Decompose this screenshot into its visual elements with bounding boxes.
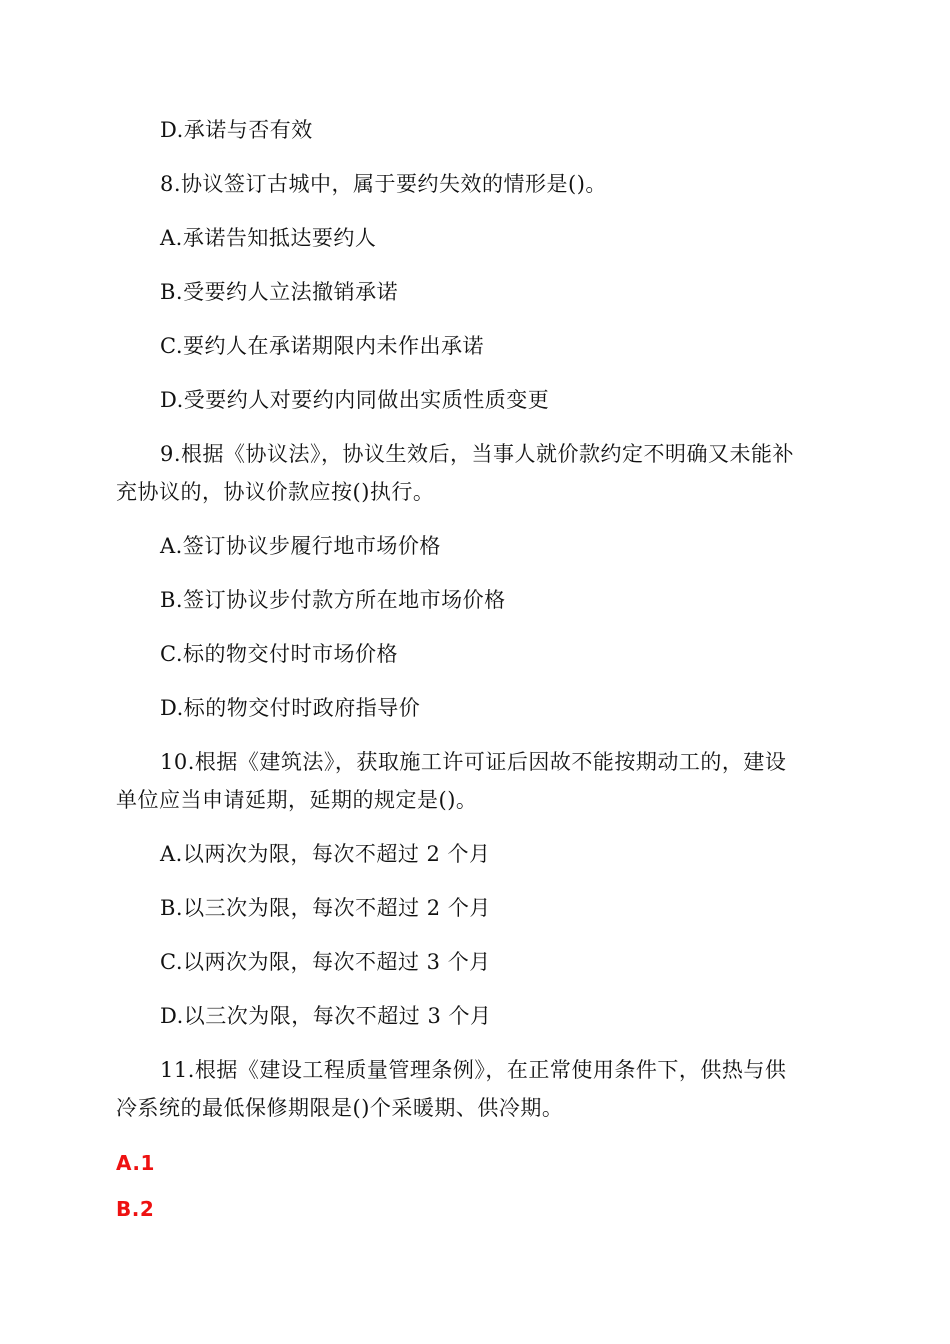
q8-option-c: C.要约人在承诺期限内未作出承诺: [160, 334, 484, 358]
q10-stem-line2: 单位应当申请延期，延期的规定是()。: [116, 788, 478, 812]
q10-option-b: B.以三次为限，每次不超过 2 个月: [160, 896, 491, 920]
q8-stem: 8.协议签订古城中，属于要约失效的情形是()。: [160, 172, 607, 196]
q8-option-a: A.承诺告知抵达要约人: [160, 226, 377, 250]
q10-option-c: C.以两次为限，每次不超过 3 个月: [160, 950, 491, 974]
q11-stem-line1: 11.根据《建设工程质量管理条例》，在正常使用条件下，供热与供: [160, 1058, 787, 1082]
q9-option-c: C.标的物交付时市场价格: [160, 642, 398, 666]
q9-option-b: B.签订协议步付款方所在地市场价格: [160, 588, 506, 612]
q11-option-b: B.2: [116, 1197, 155, 1221]
q11-option-a: A.1: [116, 1151, 155, 1175]
q8-option-d: D.受要约人对要约内同做出实质性质变更: [160, 388, 550, 412]
q9-option-d: D.标的物交付时政府指导价: [160, 696, 421, 720]
q10-option-d: D.以三次为限，每次不超过 3 个月: [160, 1004, 492, 1028]
q7-option-d: D.承诺与否有效: [160, 118, 313, 142]
q9-stem-line2: 充协议的，协议价款应按()执行。: [116, 480, 435, 504]
q10-stem-line1: 10.根据《建筑法》，获取施工许可证后因故不能按期动工的，建设: [160, 750, 787, 774]
q11-stem-line2: 冷系统的最低保修期限是()个采暖期、供冷期。: [116, 1096, 564, 1120]
q9-stem-line1: 9.根据《协议法》，协议生效后，当事人就价款约定不明确又未能补: [160, 442, 795, 466]
q8-option-b: B.受要约人立法撤销承诺: [160, 280, 399, 304]
q10-option-a: A.以两次为限，每次不超过 2 个月: [160, 842, 491, 866]
q9-option-a: A.签订协议步履行地市场价格: [160, 534, 441, 558]
